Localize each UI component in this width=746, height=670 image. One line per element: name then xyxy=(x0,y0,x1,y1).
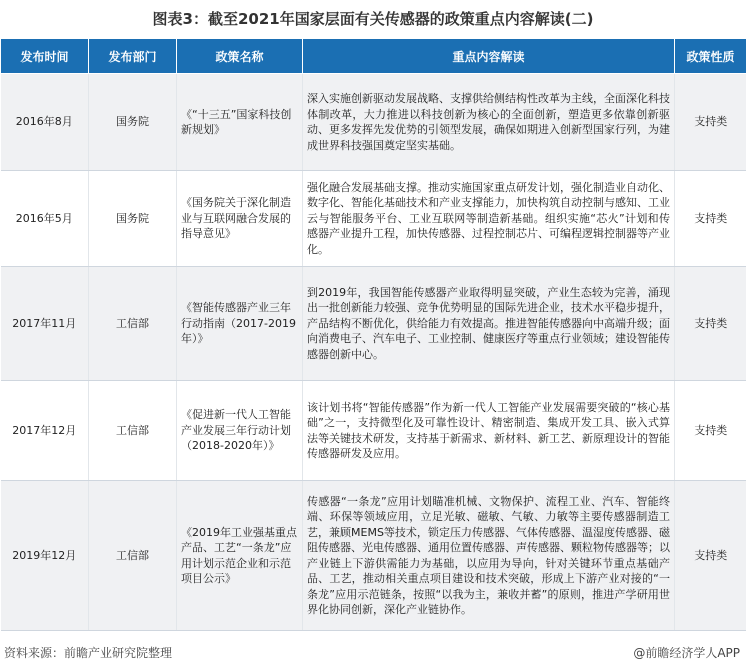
cell-policy-name: 《智能传感器产业三年行动指南（2017-2019年）》 xyxy=(177,267,303,381)
header-dept: 发布部门 xyxy=(89,39,177,74)
cell-policy-name: 《2019年工业强基重点产品、工艺“一条龙”应用计划示范企业和示范项目公示》 xyxy=(177,481,303,631)
cell-content: 深入实施创新驱动发展战略、支撑供给侧结构性改革为主线，全面深化科技体制改革，大力推进以科技创新为核心的全面创新，塑造更多依靠创新驱动、更多发挥先发优势的引领型发展，确保如期进入创新型国家行列，为建成世界科技强国奠定坚实基础。 xyxy=(303,74,675,171)
cell-date: 2017年12月 xyxy=(1,381,89,481)
header-date: 发布时间 xyxy=(1,39,89,74)
cell-dept: 国务院 xyxy=(89,171,177,267)
cell-date: 2017年11月 xyxy=(1,267,89,381)
header-name: 政策名称 xyxy=(177,39,303,74)
table-row xyxy=(1,381,746,481)
cell-policy-name: 《促进新一代人工智能产业发展三年行动计划（2018-2020年）》 xyxy=(177,381,303,481)
footer xyxy=(0,636,746,670)
chart-title: 图表3：截至2021年国家层面有关传感器的政策重点内容解读(二) xyxy=(152,10,594,28)
table-header-row xyxy=(1,39,746,74)
cell-nature: 支持类 xyxy=(675,381,746,481)
header-content: 重点内容解读 xyxy=(303,39,675,74)
cell-policy-name: 《“十三五”国家科技创新规划》 xyxy=(177,74,303,171)
cell-content: 传感器“一条龙”应用计划瞄准机械、文物保护、流程工业、汽车、智能终端、环保等领域应用，立足光敏、磁敏、气敏、力敏等主要传感器制造工艺，兼顾MEMS等技术，锁定压力传感器、气体传感器、温湿度传感器、磁阻传感器、光电传感器、通用位置传感器、声传感器、颗粒物传感器等；以产业链上下游供需能力为基础，以应用为导向，针对关键环节重点基础产品、工艺，推动相关重点项目建设和技术突破，形成上下游产业对接的“一条龙”应用示范链条，按照“以我为主，兼收并蓄”的原则，推进产学研用世界化协同创新，深化产业链协作。 xyxy=(303,481,675,631)
cell-dept: 工信部 xyxy=(89,481,177,631)
cell-nature: 支持类 xyxy=(675,74,746,171)
brand-credit: @前瞻经济学人APP xyxy=(633,646,740,660)
cell-content: 到2019年，我国智能传感器产业取得明显突破，产业生态较为完善，涌现出一批创新能力较强、竞争优势明显的国际先进企业，技术水平稳步提升，产品结构不断优化，供给能力有效提高。推进智能传感器向中高端升级；面向消费电子、汽车电子、工业控制、健康医疗等重点行业领域；建设智能传感器创新中心。 xyxy=(303,267,675,381)
cell-dept: 工信部 xyxy=(89,381,177,481)
cell-nature: 支持类 xyxy=(675,171,746,267)
cell-date: 2016年8月 xyxy=(1,74,89,171)
cell-nature: 支持类 xyxy=(675,481,746,631)
cell-date: 2019年12月 xyxy=(1,481,89,631)
cell-content: 强化融合发展基础支撑。推动实施国家重点研发计划，强化制造业自动化、数字化、智能化基础技术和产业支撑能力，加快构筑自动控制与感知、工业云与智能服务平台、工业互联网等制造新基础。组织实施“芯火”计划和传感器产业提升工程，加快传感器、过程控制芯片、可编程逻辑控制器等产业化。 xyxy=(303,171,675,267)
cell-nature: 支持类 xyxy=(675,267,746,381)
cell-policy-name: 《国务院关于深化制造业与互联网融合发展的指导意见》 xyxy=(177,171,303,267)
cell-dept: 国务院 xyxy=(89,74,177,171)
cell-date: 2016年5月 xyxy=(1,171,89,267)
source-note: 资料来源：前瞻产业研究院整理 xyxy=(4,646,173,660)
table-row xyxy=(1,171,746,267)
policy-table xyxy=(0,38,746,631)
header-nature: 政策性质 xyxy=(675,39,746,74)
cell-dept: 工信部 xyxy=(89,267,177,381)
cell-content: 该计划书将“智能传感器”作为新一代人工智能产业发展需要突破的“核心基础”之一，支持微型化及可靠性设计、精密制造、集成开发工具、嵌入式算法等关键技术研发，支持基于新需求、新材料、新工艺、新原理设计的智能传感器研发及应用。 xyxy=(303,381,675,481)
table-row xyxy=(1,267,746,381)
table-row xyxy=(1,481,746,631)
table-row xyxy=(1,74,746,171)
